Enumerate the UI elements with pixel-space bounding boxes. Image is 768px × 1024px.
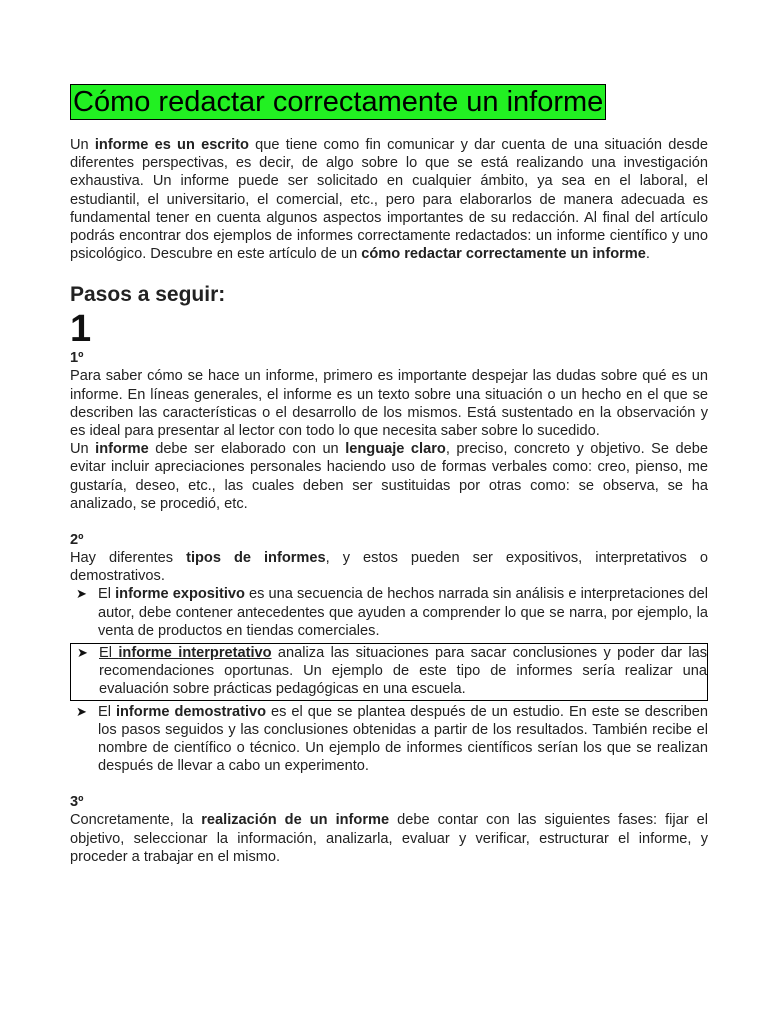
arrow-bullet-icon: ➤: [77, 645, 88, 661]
step-3-bold: realización de un informe: [201, 812, 390, 829]
step-3-paragraph: [70, 811, 708, 866]
item-bold: informe interpretativo: [118, 645, 272, 662]
intro-bold-1: informe es un escrito: [94, 137, 249, 153]
intro-paragraph: [70, 136, 708, 263]
item-bold: informe expositivo: [115, 586, 245, 603]
item-prefix: El: [99, 645, 119, 662]
page-title: Cómo redactar correctamente un informe: [70, 84, 606, 120]
step-3-text-1: Concretamente, la: [70, 812, 202, 829]
item-body: analiza las situaciones para sacar conclusiones y poder dar las recomendaciones oportunas. Un ejemplo de este tipo de informes sería realizar una evaluación sobre prácticas pedagógicas en una escuela.: [99, 645, 708, 698]
arrow-bullet-icon: ➤: [76, 586, 87, 602]
step-3-text-2: debe contar con las siguientes fases: fijar el objetivo, seleccionar la información, analizarla, evaluar y verificar, estructurar el informe, y proceder a trabajar en el mismo.: [70, 812, 708, 865]
list-item-text: [99, 644, 707, 699]
item-body: es el que se plantea después de un estudio. En este se describen los pasos seguidos y las conclusiones obtenidas a partir de los resultados. También recibe el nombre de científico o técnico. Un ejemplo de informes científicos serían los que se realizan después de llevar a cabo un experimento.: [98, 703, 708, 775]
report-types-list: [70, 585, 708, 775]
step-2-text-1: Hay diferentes: [70, 550, 187, 567]
step-2-label: 2º: [70, 532, 84, 549]
intro-text-1: Un: [70, 137, 95, 153]
item-prefix: El: [98, 586, 116, 603]
list-item-text: [98, 703, 708, 776]
step-2-paragraph: [70, 549, 708, 585]
list-item-text: [98, 585, 708, 640]
step-1-text-2: debe ser elaborado con un: [148, 441, 346, 458]
intro-text-2: que tiene como fin comunicar y dar cuenta de una situación desde diferentes perspectivas, es decir, de algo sobre lo que se está realizando una investigación exhaustiva. Un informe puede ser solicitado en cualquier ámbito, ya sea en el laboral, el estudiantil, el universitario, el comercial, etc., pero para elaborarlos de manera adecuada es fundamental tener en cuenta algunos aspectos importantes de su redacción. Al final del artículo podrás encontrar dos ejemplos de informes correctamente redactados: un informe científico y uno psicológico. Descubre en este artículo de un: [70, 137, 708, 263]
document-page: [70, 84, 708, 866]
list-item-interpretativo: [70, 643, 708, 701]
intro-text-3: .: [645, 246, 650, 263]
list-item-demostrativo: [70, 703, 708, 776]
step-3-label: 3º: [70, 794, 84, 811]
list-item-expositivo: [70, 585, 708, 640]
step-1-bold-2: lenguaje claro: [345, 441, 446, 458]
item-prefix: El: [98, 703, 116, 720]
steps-heading: Pasos a seguir:: [70, 283, 226, 307]
step-1-paragraph-1: Para saber cómo se hace un informe, primero es importante despejar las dudas sobre qué es un informe. En líneas generales, el informe es un texto sobre una situación o un hecho en el que se describen las características o el desarrollo de los mismos. Está sustentado en la observación y es ideal para presentar al lector con todo lo que necesita saber sobre lo sucedido.: [70, 368, 708, 440]
step-1-label: 1º: [70, 350, 84, 367]
item-body: es una secuencia de hechos narrada sin análisis e interpretaciones del autor, debe contener antecedentes que ayuden a comprender lo que se narra, por ejemplo, la venta de productos en tiendas comerciales.: [98, 586, 708, 639]
step-1-paragraph-2: [70, 440, 708, 513]
arrow-bullet-icon: ➤: [76, 703, 87, 719]
step-1-text-3: , preciso, concreto y objetivo. Se debe evitar incluir apreciaciones personales haciendo uso de formas verbales como: creo, pienso, me gustaría, deseo, etc., las cuales deben ser sustituidas por otras como: se observa, se ha analizado, se procedió, etc.: [70, 441, 708, 512]
intro-bold-2: cómo redactar correctamente un informe: [361, 246, 646, 263]
step-1-text-1: Un: [70, 441, 96, 458]
step-1-bold-1: informe: [95, 441, 149, 458]
big-step-number: 1: [70, 308, 92, 351]
step-2-text-2: , y estos pueden ser expositivos, interpretativos o demostrativos.: [70, 550, 708, 585]
step-2-bold: tipos de informes: [186, 550, 326, 567]
item-bold: informe demostrativo: [115, 703, 267, 720]
